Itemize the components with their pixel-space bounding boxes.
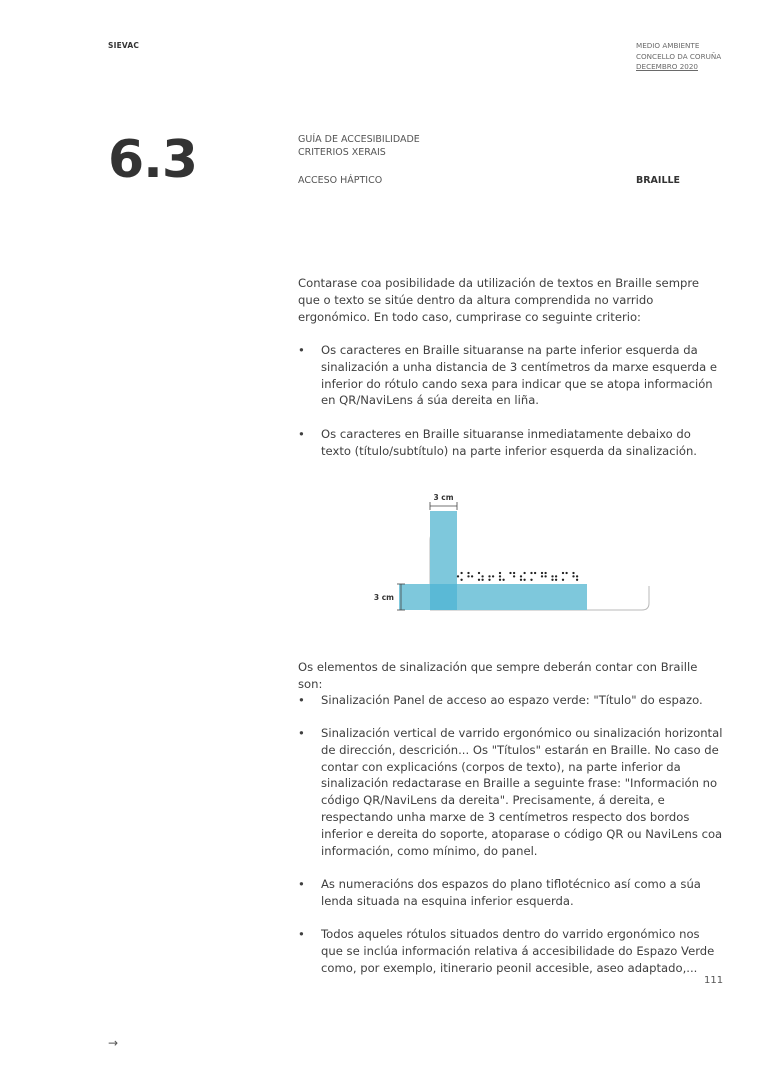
braille-dot <box>541 572 543 574</box>
braille-dot <box>492 575 494 577</box>
braille-dot <box>530 579 532 581</box>
guide-title <box>298 133 420 159</box>
horizontal-margin-band <box>399 584 587 610</box>
braille-dot <box>520 579 522 581</box>
braille-dot <box>471 575 473 577</box>
bullet-dot: • <box>298 877 305 891</box>
brand-label: SIEVAC <box>108 41 140 50</box>
braille-dot <box>481 575 483 577</box>
braille-dot <box>555 579 557 581</box>
criteria-item-text: Os caracteres en Braille situaranse na parte inferior esquerda da sinalización a unha distancia de 3 centímetros da marxe esquerda e inferior do rótulo cando sexa para indicar que se atopa información en QR/NaviLens á súa dereita en liña. <box>321 343 718 408</box>
braille-dot <box>555 575 557 577</box>
guide-title-line2: CRITERIOS XERAIS <box>298 147 386 158</box>
top-dimension-label: 3 cm <box>433 493 454 502</box>
topic-title: BRAILLE <box>636 175 681 186</box>
meta-department: MEDIO AMBIENTE <box>636 41 700 50</box>
criteria-item <box>298 426 724 460</box>
element-item-text: Sinalización Panel de acceso ao espazo verde: "Título" do espazo. <box>321 693 703 707</box>
braille-dot <box>541 575 543 577</box>
section-number: 6.3 <box>108 130 198 190</box>
braille-dot <box>562 572 564 574</box>
braille-dot <box>520 575 522 577</box>
braille-dot <box>457 575 459 577</box>
braille-dot <box>509 572 511 574</box>
braille-dot <box>576 575 578 577</box>
element-item <box>298 725 724 859</box>
bullet-dot: • <box>298 693 305 707</box>
braille-text <box>457 572 578 581</box>
braille-dot <box>499 579 501 581</box>
bullet-dot: • <box>298 427 305 441</box>
braille-dot <box>576 579 578 581</box>
criteria-item-text: Os caracteres en Braille situaranse inmediatamente debaixo do texto (título/subtítulo) na parte inferior esquerda da sinalización. <box>321 427 697 458</box>
braille-dot <box>530 572 532 574</box>
meta-council: CONCELLO DA CORUÑA <box>636 51 722 61</box>
braille-dot <box>523 579 525 581</box>
bullet-dot: • <box>298 927 305 941</box>
braille-dot <box>481 579 483 581</box>
braille-dot <box>534 572 536 574</box>
criteria-item <box>298 342 724 409</box>
element-item <box>298 926 724 976</box>
element-item <box>298 876 724 910</box>
braille-dot <box>544 572 546 574</box>
braille-dot <box>467 572 469 574</box>
braille-dot <box>572 572 574 574</box>
braille-dot <box>478 572 480 574</box>
element-item-text: As numeracións dos espazos do plano tiflotécnico así como a súa lenda situada na esquina inferior esquerda. <box>321 877 701 908</box>
braille-dot <box>513 575 515 577</box>
braille-dot <box>478 579 480 581</box>
braille-dot <box>499 575 501 577</box>
braille-dot <box>502 579 504 581</box>
element-item <box>298 692 724 709</box>
braille-dot <box>562 579 564 581</box>
bullet-dot: • <box>298 726 305 740</box>
braille-dot <box>544 575 546 577</box>
braille-dot <box>565 572 567 574</box>
page-number: 111 <box>704 975 724 986</box>
braille-dot <box>513 572 515 574</box>
side-dimension-label: 3 cm <box>373 593 394 602</box>
document-meta <box>636 41 721 73</box>
braille-dot <box>460 579 462 581</box>
intro-paragraph: Contarase coa posibilidade da utilización de textos en Braille sempre que o texto se sitúe dentro da altura comprendida no varrido ergonómico. En todo caso, cumprirase co seguinte criterio: <box>298 276 699 324</box>
braille-placement-diagram <box>360 488 660 618</box>
braille-dot <box>499 572 501 574</box>
subsection-title: ACCESO HÁPTICO <box>298 175 383 186</box>
element-item-text: Todos aqueles rótulos situados dentro do varrido ergonómico nos que se inclúa información relativa á accesibilidade do Espazo Verde como, por exemplo, itinerario peonil accesible, aseo adaptado,... <box>321 927 715 975</box>
braille-dot <box>460 572 462 574</box>
margin-overlap <box>430 584 457 610</box>
braille-dot <box>488 575 490 577</box>
next-page-arrow-icon[interactable]: → <box>108 1036 119 1050</box>
guide-title-line1: GUÍA DE ACCESIBILIDADE <box>298 134 420 145</box>
braille-dot <box>467 575 469 577</box>
braille-dot <box>572 575 574 577</box>
braille-dot <box>551 579 553 581</box>
element-item-text: Sinalización vertical de varrido ergonómico ou sinalización horizontal de dirección, descrición... Os "Títulos" estarán en Braille. No caso de contar con explicacións (corpos de texto), na parte inferior da sinalización redactarase en Braille a seguinte frase: "Información no código QR/NaviLens da dereita". Precisamente, á dereita, e respectando unha marxe de 3 centímetros respecto dos bordos inferior e dereita do soporte, atoparase o código QR ou NaviLens coa información, como mínimo, do panel. <box>321 726 723 858</box>
elements-intro: Os elementos de sinalización que sempre deberán contar con Braille son: <box>298 660 698 691</box>
braille-dot <box>523 572 525 574</box>
braille-dot <box>551 575 553 577</box>
meta-date: DECEMBRO 2020 <box>636 62 698 71</box>
bullet-dot: • <box>298 343 305 357</box>
braille-dot <box>488 579 490 581</box>
